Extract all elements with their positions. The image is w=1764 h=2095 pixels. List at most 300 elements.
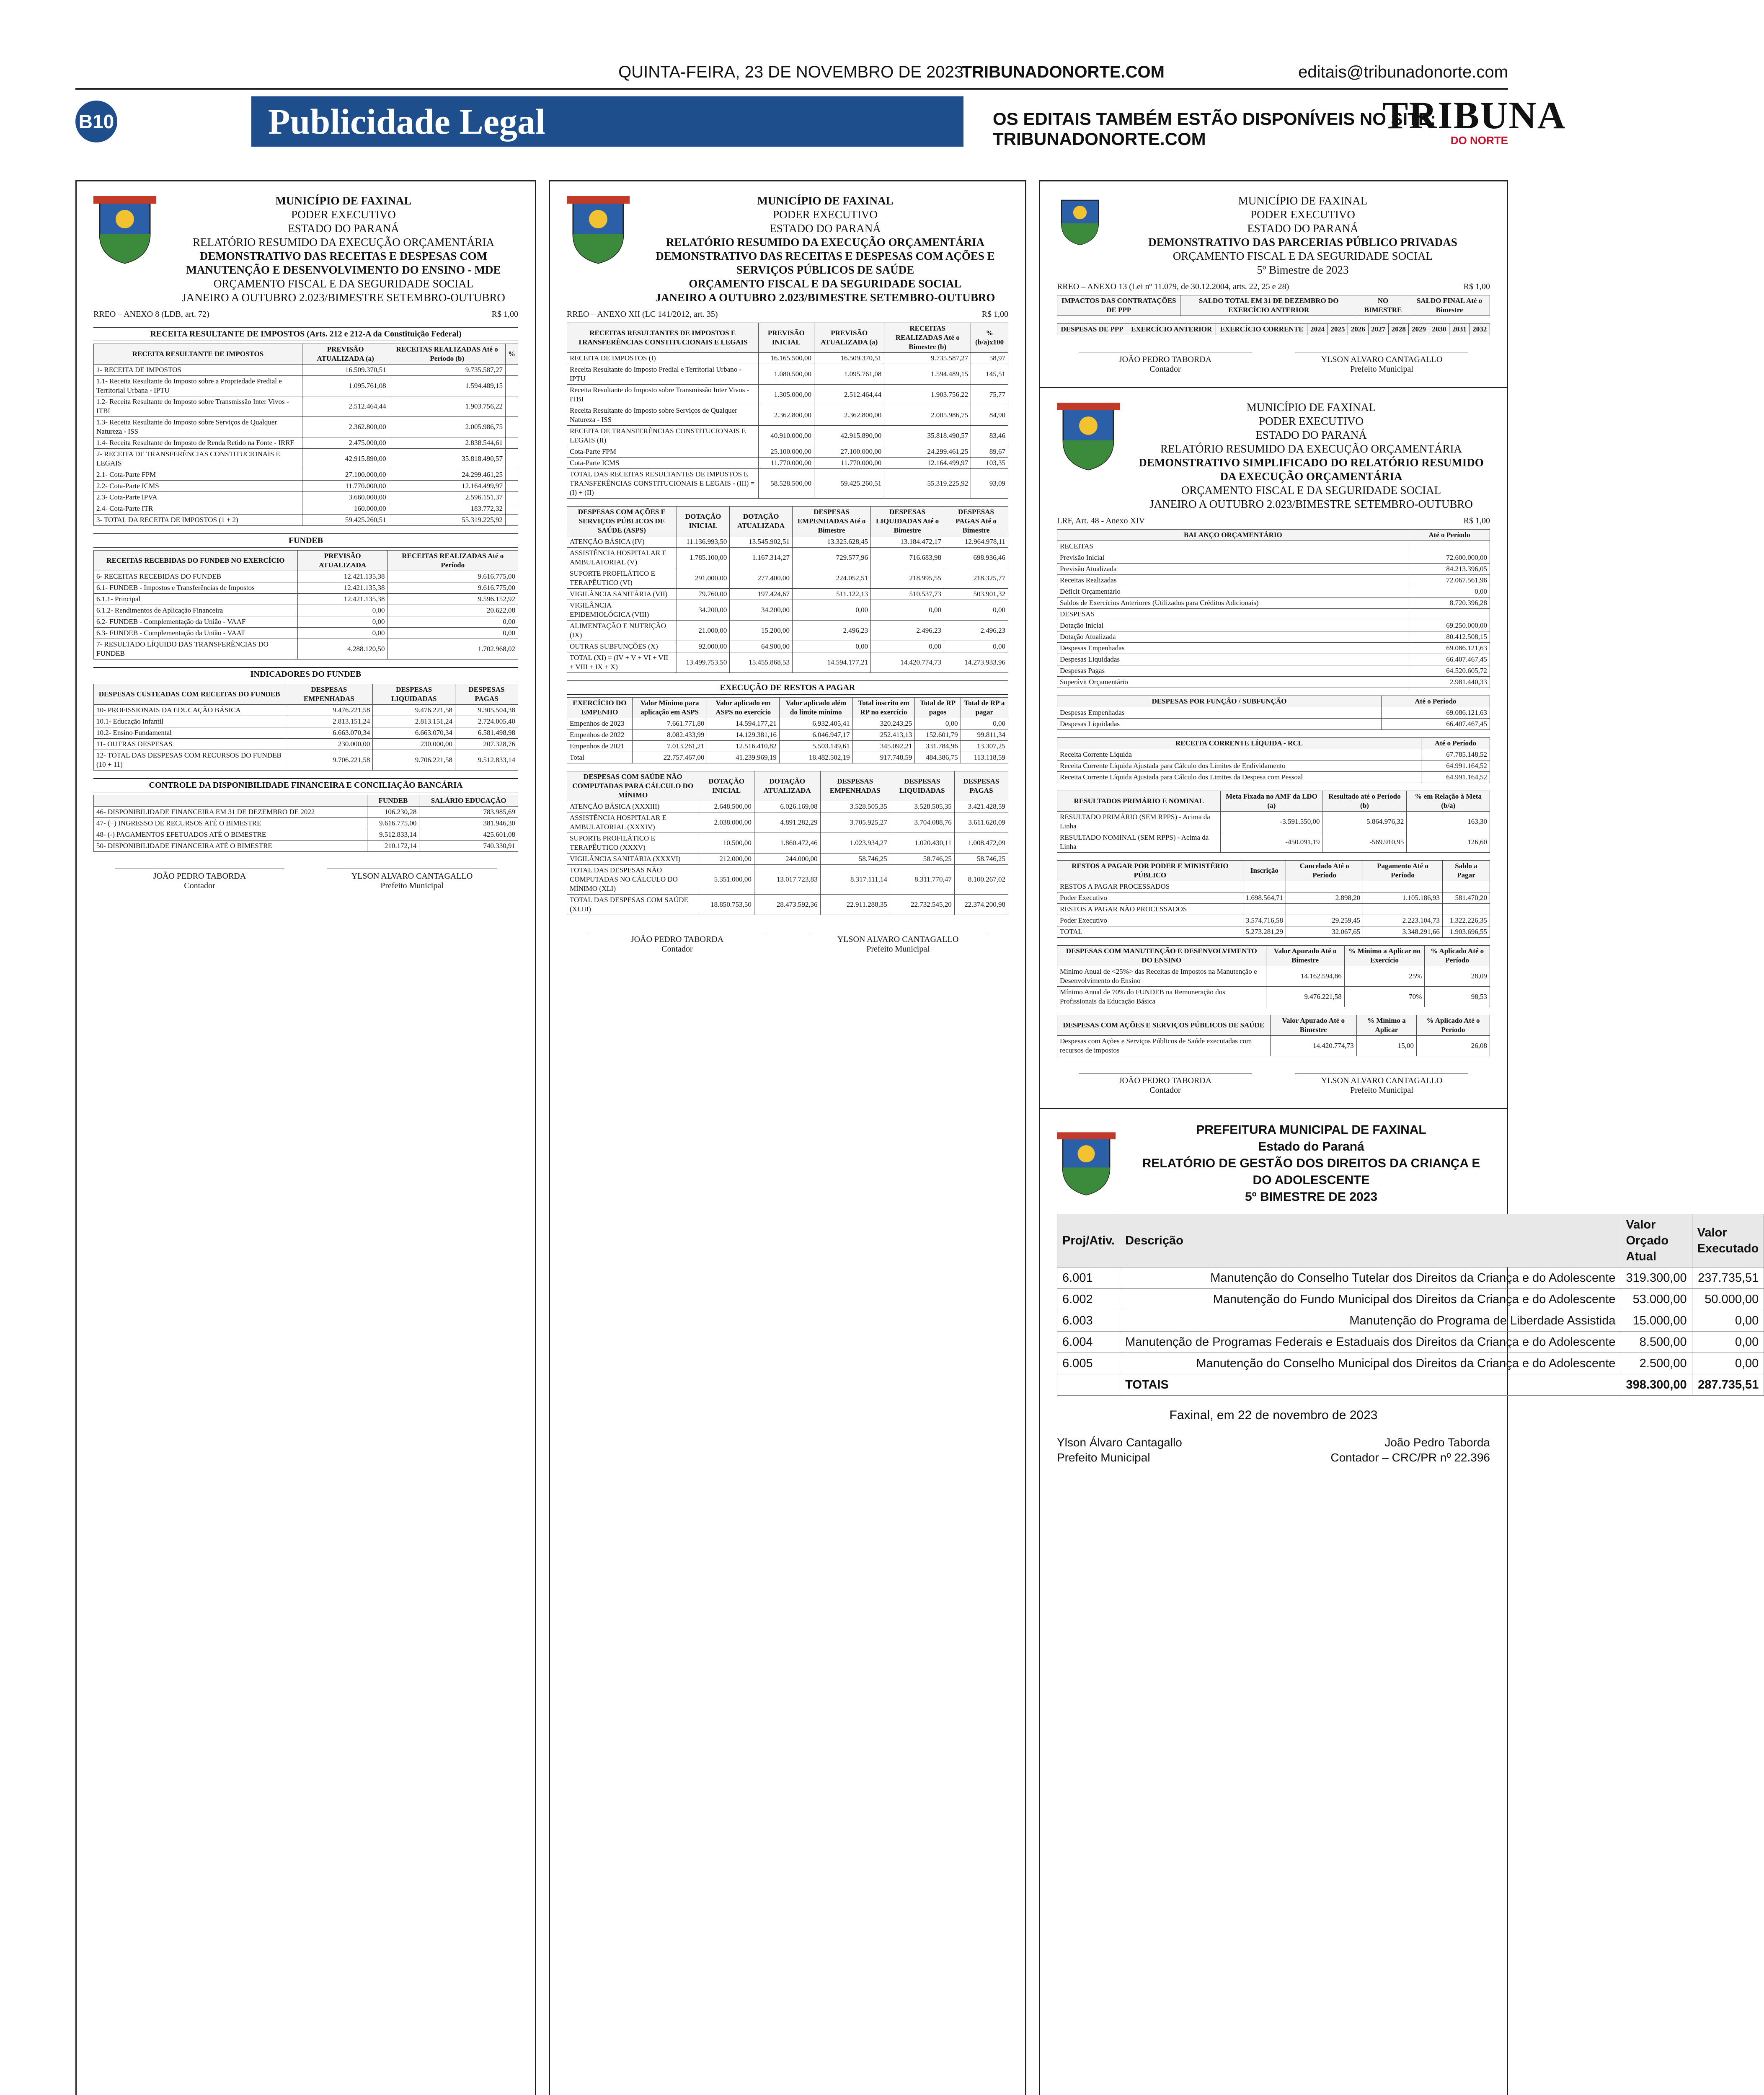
column-header: FUNDEB (367, 795, 419, 807)
table-row (1057, 620, 1490, 631)
column-header: DESPESAS LIQUIDADAS Até o Bimestre (871, 507, 944, 536)
rreo-ref: RREO – ANEXO 13 (Lei nº 11.079, de 30.12.2004, arts. 22, 25 e 28) (1057, 282, 1289, 291)
table-cell: 92.000,00 (677, 641, 730, 652)
table-cell: 6.005 (1057, 1353, 1120, 1374)
table-row (94, 594, 518, 605)
totals-label: TOTAIS (1120, 1374, 1621, 1396)
table-cell: 2.512.464,44 (302, 396, 389, 417)
non-computed-table (567, 771, 1008, 915)
table-row (94, 628, 518, 639)
table-row (1057, 1036, 1490, 1056)
table-row (94, 449, 518, 469)
table-cell: 1.1- Receita Resultante do Imposto sobre a Propriedade Predial e Territorial Urbana - IPTU (94, 376, 302, 396)
table-cell: Empenhos de 2022 (567, 729, 633, 741)
table-cell: 64.991.164,52 (1421, 772, 1490, 783)
table-cell: 9.735.587,27 (884, 353, 971, 364)
table-cell: 0,00 (1692, 1332, 1764, 1353)
table-cell: 113.118,59 (961, 752, 1008, 763)
health-revenue-table (567, 323, 1008, 499)
table-cell: 252.413,13 (852, 729, 915, 741)
faxinal-crest-icon (1057, 401, 1120, 472)
fundeb-table (93, 550, 518, 660)
column-header: Valor Orçado Atual (1621, 1214, 1692, 1267)
table-cell: 6.663.070,34 (373, 727, 455, 739)
table-cell: 1.702.968,02 (387, 639, 518, 660)
table-row (94, 829, 518, 841)
heading-line: ORÇAMENTO FISCAL E DA SEGURIDADE SOCIAL (1173, 250, 1433, 262)
table-cell: 99.811,34 (961, 729, 1008, 741)
report-heading (1132, 1122, 1490, 1205)
table-cell: Manutenção do Programa de Liberdade Assistida (1120, 1310, 1621, 1332)
table-row (567, 833, 1008, 854)
table-cell (505, 365, 518, 376)
table-cell: Receita Corrente Líquida Ajustada para Cálculo dos Limites da Despesa com Pessoal (1057, 772, 1421, 783)
table-cell: 16.509.370,51 (302, 365, 389, 376)
report-heading (1116, 194, 1490, 277)
table-row (94, 605, 518, 616)
table-row (1057, 552, 1490, 564)
table-cell: 12.421.135,38 (297, 571, 387, 582)
table-cell (505, 503, 518, 515)
table-cell: 9.305.504,38 (455, 705, 518, 716)
column-header: DOTAÇÃO INICIAL (677, 507, 730, 536)
table-cell (505, 396, 518, 417)
table-cell: 2.005.986,75 (389, 417, 505, 437)
table-cell: 729.577,96 (793, 548, 871, 568)
signature-accountant: João Pedro Taborda Contador – CRC/PR nº 22.396 (1330, 1436, 1490, 1464)
table-cell: TOTAL DAS DESPESAS COM SAÚDE (XLIII) (567, 895, 699, 915)
column-header: 2031 (1449, 324, 1470, 335)
table-cell: 11.770.000,00 (302, 481, 389, 492)
column-header: DESPESAS EMPENHADAS (285, 684, 373, 705)
table-cell: 106.230,28 (367, 807, 419, 818)
table-cell: 6.026.169,08 (754, 801, 820, 812)
table-cell: Saldos de Exercícios Anteriores (Utilizados para Créditos Adicionais) (1057, 597, 1409, 609)
table-cell: 230.000,00 (373, 739, 455, 750)
table-cell: SUPORTE PROFILÁTICO E TERAPÊUTICO (XXXV) (567, 833, 699, 854)
column-header: Valor Apurado Até o Bimestre (1266, 946, 1344, 966)
table-row (567, 752, 1008, 763)
table-row (1057, 772, 1490, 783)
table-cell: 69.250.000,00 (1409, 620, 1490, 631)
table-cell: 8.100.267,02 (954, 865, 1008, 895)
heading-line: JANEIRO A OUTUBRO 2.023/BIMESTRE SETEMBRO-OUTUBRO (1149, 498, 1473, 510)
table-cell: 0,00 (1409, 586, 1490, 597)
signature-accountant: JOÃO PEDRO TABORDA Contador (1079, 352, 1252, 374)
table-row (94, 481, 518, 492)
table-cell: 6.004 (1057, 1332, 1120, 1353)
table-cell: 740.330,91 (419, 841, 518, 852)
table-cell: 9.616.775,00 (387, 571, 518, 582)
table-cell (1442, 881, 1490, 892)
table-cell (505, 437, 518, 449)
signatures (1057, 1435, 1490, 1465)
column-header: Descrição (1120, 1214, 1621, 1267)
column-header: Total de RP pagos (915, 698, 961, 718)
table-row (94, 396, 518, 417)
table-cell: 1.903.696,55 (1442, 926, 1490, 938)
table-cell: 345.092,21 (852, 741, 915, 752)
restos-table (567, 697, 1008, 763)
column-header: Cancelado Até o Período (1286, 861, 1363, 881)
column-header: 2024 (1307, 324, 1328, 335)
table-cell: 6.3- FUNDEB - Complementação da União - VAAT (94, 628, 298, 639)
table-cell (505, 376, 518, 396)
table-row (1057, 575, 1490, 586)
table-cell: 237.735,51 (1692, 1267, 1764, 1289)
table-cell: 2.496,23 (793, 621, 871, 641)
heading-line: DEMONSTRATIVO SIMPLIFICADO DO RELATÓRIO RESUMIDO DA EXECUÇÃO ORÇAMENTÁRIA (1139, 456, 1484, 483)
heading-line: PODER EXECUTIVO (773, 208, 878, 221)
table-cell: 0,00 (793, 600, 871, 621)
table-cell: Manutenção do Conselho Tutelar dos Direitos da Criança e do Adolescente (1120, 1267, 1621, 1289)
table-cell: 24.299.461,25 (389, 469, 505, 481)
column-header: RECEITAS RESULTANTES DE IMPOSTOS E TRANSFERÊNCIAS CONSTITUCIONAIS E LEGAIS (567, 323, 759, 353)
table-cell: Déficit Orçamentário (1057, 586, 1409, 597)
table-row (567, 589, 1008, 600)
table-cell: 50- DISPONIBILIDADE FINANCEIRA ATÉ O BIMESTRE (94, 841, 367, 852)
table-cell: 14.273.933,96 (944, 652, 1008, 673)
table-cell: 0,00 (944, 641, 1008, 652)
table-row (567, 426, 1008, 446)
table-cell: 2.3- Cota-Parte IPVA (94, 492, 302, 503)
table-cell: 152.601,79 (915, 729, 961, 741)
table-cell: 98,53 (1425, 987, 1490, 1007)
table-cell: 69.086.121,63 (1409, 643, 1490, 654)
table-cell: 42.915.890,00 (814, 426, 884, 446)
table-cell: 6.1.2- Rendimentos de Aplicação Financeira (94, 605, 298, 616)
table-row (1057, 586, 1490, 597)
table-cell: 4.891.282,29 (754, 812, 820, 833)
table-cell: 69.086.121,63 (1381, 707, 1490, 719)
table-cell: 34.200,00 (677, 600, 730, 621)
table-cell: 1.594.489,15 (389, 376, 505, 396)
table-cell: 15.000,00 (1621, 1310, 1692, 1332)
table-row (1057, 749, 1490, 760)
table-row (1057, 1353, 1764, 1374)
table-cell: 22.732.545,20 (890, 895, 954, 915)
table-cell: 210.172,14 (367, 841, 419, 852)
table-cell: 13.325.628,45 (793, 536, 871, 548)
table-cell: 29.259,45 (1286, 915, 1363, 926)
table-cell: 319.300,00 (1621, 1267, 1692, 1289)
table-cell: 15,00 (1356, 1036, 1416, 1056)
table-cell: 3.611.620,09 (954, 812, 1008, 833)
column-header: % Mínimo a Aplicar (1356, 1015, 1416, 1036)
column-header: Valor Executado (1692, 1214, 1764, 1267)
table-cell: 218.995,55 (871, 568, 944, 589)
table-cell: Cota-Parte FPM (567, 446, 759, 458)
table-cell: 2.596.151,37 (389, 492, 505, 503)
asps-limits-table (1057, 1015, 1490, 1056)
fundeb-expense-table (93, 684, 518, 771)
table-cell: 10.500,00 (699, 833, 754, 854)
table-cell: 0,00 (915, 718, 961, 729)
table-cell: 207.328,76 (455, 739, 518, 750)
table-cell: 26,08 (1417, 1036, 1490, 1056)
table-cell: 503.901,32 (944, 589, 1008, 600)
column-header: DESPESAS PAGAS (954, 771, 1008, 801)
table-cell: RESTOS A PAGAR PROCESSADOS (1057, 881, 1243, 892)
table-row (94, 582, 518, 594)
table-row (567, 854, 1008, 865)
table-row (94, 437, 518, 449)
table-row (94, 492, 518, 503)
bank-reconciliation-table (93, 795, 518, 852)
table-cell: 25.100.000,00 (758, 446, 814, 458)
table-cell: 2.362.800,00 (758, 405, 814, 426)
table-cell: 10- PROFISSIONAIS DA EDUCAÇÃO BÁSICA (94, 705, 285, 716)
section-title: Publicidade Legal (251, 96, 963, 147)
column-header: RECEITAS RECEBIDAS DO FUNDEB NO EXERCÍCIO (94, 551, 298, 571)
budget-balance-table (1057, 529, 1490, 688)
heading-line: DEMONSTRATIVO DAS RECEITAS E DESPESAS COM AÇÕES E SERVIÇOS PÚBLICOS DE SAÚDE (656, 250, 995, 276)
table-cell: 6.002 (1057, 1289, 1120, 1310)
table-cell: 12.164.499,97 (884, 458, 971, 469)
table-cell: Previsão Inicial (1057, 552, 1409, 564)
column-header: DESPESAS LIQUIDADAS (890, 771, 954, 801)
totals-row (1057, 1374, 1764, 1396)
table-cell (1286, 904, 1363, 915)
column-header: DESPESAS EMPENHADAS (820, 771, 890, 801)
heading-line: 5º Bimestre de 2023 (1257, 264, 1349, 276)
table-cell (505, 417, 518, 437)
table-cell: 58,97 (971, 353, 1008, 364)
table-cell (1243, 881, 1286, 892)
primary-nominal-table (1057, 791, 1490, 853)
table-cell: 83,46 (971, 426, 1008, 446)
column-header: Total inscrito em RP no exercício (852, 698, 915, 718)
table-row (1057, 597, 1490, 609)
table-cell: 13.499.753,50 (677, 652, 730, 673)
table-cell: 24.299.461,25 (884, 446, 971, 458)
table-cell: Manutenção do Fundo Municipal dos Direitos da Criança e do Adolescente (1120, 1289, 1621, 1310)
table-row (1057, 1310, 1764, 1332)
table-cell: 9.735.587,27 (389, 365, 505, 376)
heading-line: PODER EXECUTIVO (1259, 415, 1364, 427)
table-cell: 6- RECEITAS RECEBIDAS DO FUNDEB (94, 571, 298, 582)
table-cell: 18.850.753,50 (699, 895, 754, 915)
table-cell: 13.184.472,17 (871, 536, 944, 548)
table-cell: 11- OUTRAS DESPESAS (94, 739, 285, 750)
table-cell (505, 515, 518, 526)
table-row (94, 727, 518, 739)
newspaper-logo (1382, 94, 1566, 147)
table-cell: Empenhos de 2023 (567, 718, 633, 729)
email-link[interactable]: editais@tribunadonorte.com (1298, 63, 1508, 81)
table-row (567, 621, 1008, 641)
column-header: Até o Período (1409, 530, 1490, 541)
table-row (94, 365, 518, 376)
column-header: 2027 (1368, 324, 1388, 335)
table-cell: 16.509.370,51 (814, 353, 884, 364)
table-cell: 5.351.000,00 (699, 865, 754, 895)
table-cell: 15.455.868,53 (730, 652, 793, 673)
table-row (1057, 564, 1490, 575)
column-header: Proj/Ativ. (1057, 1214, 1120, 1267)
column-header: % Aplicado Até o Período (1417, 1015, 1490, 1036)
table-row (1057, 1289, 1764, 1310)
table-cell: 5.503.149,61 (779, 741, 852, 752)
column-header: % Aplicado Até o Período (1425, 946, 1490, 966)
column-header (94, 795, 367, 807)
table-cell: 58.746,25 (954, 854, 1008, 865)
table-cell: 10.2- Ensino Fundamental (94, 727, 285, 739)
table-cell: 1.903.756,22 (884, 385, 971, 405)
table-cell: 64.991.164,52 (1421, 760, 1490, 772)
table-cell (505, 469, 518, 481)
table-cell: 15.200,00 (730, 621, 793, 641)
table-cell: 11.136.993,50 (677, 536, 730, 548)
table-cell: 244.000,00 (754, 854, 820, 865)
signatures (1057, 1073, 1490, 1095)
column-header: Saldo a Pagar (1442, 861, 1490, 881)
table-row (567, 865, 1008, 895)
table-cell: 197.424,67 (730, 589, 793, 600)
table-cell: 79.760,00 (677, 589, 730, 600)
table-cell: 2.4- Cota-Parte ITR (94, 503, 302, 515)
table-row (1057, 915, 1490, 926)
table-cell: 32.067,65 (1286, 926, 1363, 938)
faxinal-crest-icon (1057, 1130, 1116, 1197)
table-cell: 2.2- Cota-Parte ICMS (94, 481, 302, 492)
table-cell: 2.648.500,00 (699, 801, 754, 812)
table-cell: 13.017.723,83 (754, 865, 820, 895)
signatures (93, 869, 518, 891)
table-row (567, 741, 1008, 752)
table-cell: 277.400,00 (730, 568, 793, 589)
table-cell: 1.903.756,22 (389, 396, 505, 417)
table-cell: Manutenção de Programas Federais e Estaduais dos Direitos da Criança e do Adolescente (1120, 1332, 1621, 1353)
column-header: NO BIMESTRE (1357, 295, 1409, 316)
table-cell: 218.325,77 (944, 568, 1008, 589)
table-cell: 0,00 (793, 641, 871, 652)
table-cell: 3.705.925,27 (820, 812, 890, 833)
editais-notice: OS EDITAIS TAMBÉM ESTÃO DISPONÍVEIS NO SITE: TRIBUNADONORTE.COM (993, 109, 1436, 149)
column-header: EXERCÍCIO DO EMPENHO (567, 698, 633, 718)
table-cell: 12.964.978,11 (944, 536, 1008, 548)
table-cell: 6.1.1- Principal (94, 594, 298, 605)
signature-accountant: JOÃO PEDRO TABORDA Contador (115, 869, 285, 891)
top-info-line (75, 63, 1508, 90)
table-cell: 89,67 (971, 446, 1008, 458)
table-row (567, 568, 1008, 589)
table-cell: 50.000,00 (1692, 1289, 1764, 1310)
table-cell: 9.512.833,14 (367, 829, 419, 841)
table-cell: 331.784,96 (915, 741, 961, 752)
table-cell: -569.910,95 (1322, 832, 1407, 853)
table-cell: 27.100.000,00 (814, 446, 884, 458)
eca-report (1040, 1109, 1759, 1478)
table-cell: 9.616.775,00 (367, 818, 419, 829)
table-cell: 1.023.934,27 (820, 833, 890, 854)
table-cell: 58.746,25 (890, 854, 954, 865)
table-cell: 1.785.100,00 (677, 548, 730, 568)
table-cell: 5.864.976,32 (1322, 812, 1407, 832)
table-cell: 917.748,59 (852, 752, 915, 763)
column-header: SALDO TOTAL EM 31 DE DEZEMBRO DO EXERCÍCIO ANTERIOR (1180, 295, 1357, 316)
site-link[interactable]: TRIBUNADONORTE.COM (961, 63, 1165, 81)
signatures (1057, 352, 1490, 374)
column-header: Valor Apurado Até o Bimestre (1270, 1015, 1356, 1036)
table-row (567, 718, 1008, 729)
ppp-report (1040, 181, 1507, 388)
table-cell: 12.516.410,82 (707, 741, 780, 752)
table-row (94, 616, 518, 628)
table-cell: 7.661.771,80 (632, 718, 707, 729)
table-row (94, 503, 518, 515)
table-cell: Receitas Realizadas (1057, 575, 1409, 586)
table-row (94, 818, 518, 829)
ppp-expense-table (1057, 323, 1490, 335)
table-cell: 484.386,75 (915, 752, 961, 763)
health-expense-table (567, 506, 1008, 673)
table-cell: 47- (+) INGRESSO DE RECURSOS ATÉ O BIMESTRE (94, 818, 367, 829)
table-cell: Despesas Liquidadas (1057, 654, 1409, 665)
table-cell: 7- RESULTADO LÍQUIDO DAS TRANSFERÊNCIAS DO FUNDEB (94, 639, 298, 660)
table-cell: 48- (-) PAGAMENTOS EFETUADOS ATÉ O BIMESTRE (94, 829, 367, 841)
table-cell: 25% (1344, 966, 1425, 987)
health-report (550, 181, 1025, 967)
table-cell: 716.683,98 (871, 548, 944, 568)
heading-line: DEMONSTRATIVO DAS RECEITAS E DESPESAS COM MANUTENÇÃO E DESENVOLVIMENTO DO ENSINO - MDE (186, 250, 501, 276)
report-heading (642, 194, 1008, 305)
table-cell: 6.932.405,41 (779, 718, 852, 729)
column-header: PREVISÃO ATUALIZADA (a) (302, 344, 389, 365)
table-row (1057, 1267, 1764, 1289)
faxinal-crest-icon (567, 194, 630, 265)
table-cell: 59.425.260,51 (302, 515, 389, 526)
table-cell: 53.000,00 (1621, 1289, 1692, 1310)
table-row (567, 385, 1008, 405)
table-cell: 58.746,25 (820, 854, 890, 865)
table-cell: 55.319.225,92 (389, 515, 505, 526)
table-cell: 183.772,32 (389, 503, 505, 515)
table-row (1057, 1332, 1764, 1353)
table-row (1057, 760, 1490, 772)
total-executado: 287.735,51 (1692, 1374, 1764, 1396)
table-cell: 84.213.396,05 (1409, 564, 1490, 575)
place-date: Faxinal, em 22 de novembro de 2023 (1169, 1408, 1378, 1422)
table-row (567, 812, 1008, 833)
table-row (567, 895, 1008, 915)
heading-line: 5º BIMESTRE DE 2023 (1245, 1190, 1378, 1204)
table-row (94, 750, 518, 771)
table-cell: 55.319.225,92 (884, 469, 971, 499)
table-cell: 511.122,13 (793, 589, 871, 600)
table-cell: 6.003 (1057, 1310, 1120, 1332)
table-row (94, 841, 518, 852)
table-cell: 12.421.135,38 (297, 594, 387, 605)
table-cell: Receita Resultante do Imposto Predial e Territorial Urbano - IPTU (567, 364, 759, 385)
table-cell: 2.496,23 (944, 621, 1008, 641)
table-cell: RESULTADO PRIMÁRIO (SEM RPPS) - Acima da Linha (1057, 812, 1221, 832)
table-cell: 58.528.500,00 (758, 469, 814, 499)
column-right (1039, 180, 1759, 2095)
table-cell (505, 481, 518, 492)
column-header: Até o Período (1381, 696, 1490, 707)
table-cell: 224.052,51 (793, 568, 871, 589)
table-cell: 2.512.464,44 (814, 385, 884, 405)
table-cell: 40.910.000,00 (758, 426, 814, 446)
table-row (94, 417, 518, 437)
table-cell: 0,00 (1692, 1353, 1764, 1374)
table-cell: 698.936,46 (944, 548, 1008, 568)
table-row (567, 446, 1008, 458)
column-header: DESPESAS COM AÇÕES E SERVIÇOS PÚBLICOS DE SAÚDE (ASPS) (567, 507, 677, 536)
table-cell: 11.770.000,00 (814, 458, 884, 469)
table-cell: 46- DISPONIBILIDADE FINANCEIRA EM 31 DE DEZEMBRO DE 2022 (94, 807, 367, 818)
